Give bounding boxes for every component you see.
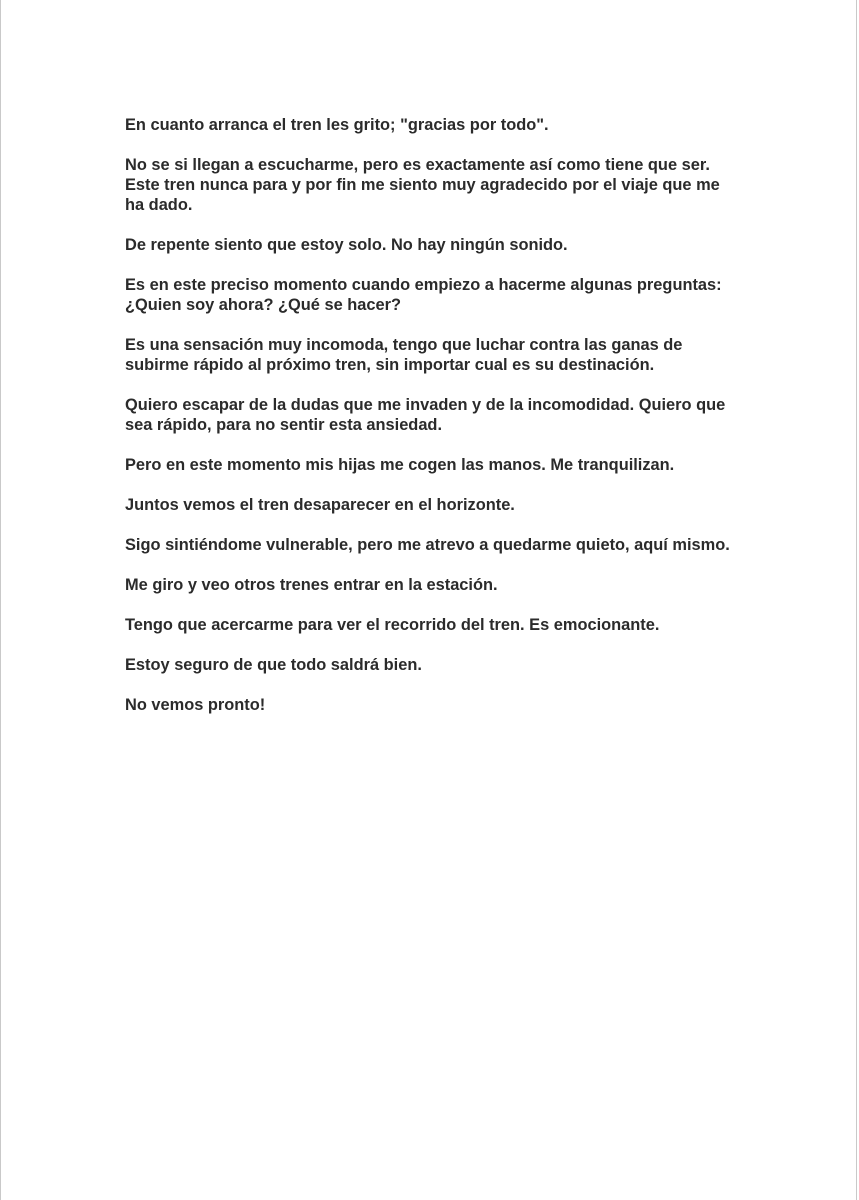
paragraph: Es en este preciso momento cuando empiezo a hacerme algunas preguntas: ¿Quien soy ahora? ¿Qué se hacer? [125,276,722,314]
paragraph: Es una sensación muy incomoda, tengo que luchar contra las ganas de subirme rápido al próximo tren, sin importar cual es su destinación. [125,336,683,374]
paragraph: De repente siento que estoy solo. No hay ningún sonido. [125,236,568,254]
paragraph: Estoy seguro de que todo saldrá bien. [125,656,422,674]
document-body [125,115,735,735]
paragraph: No se si llegan a escucharme, pero es exactamente así como tiene que ser. Este tren nunca para y por fin me siento muy agradecido por el viaje que me ha dado. [125,156,720,214]
paragraph: Pero en este momento mis hijas me cogen las manos. Me tranquilizan. [125,456,675,474]
paragraph: Quiero escapar de la dudas que me invaden y de la incomodidad. Quiero que sea rápido, para no sentir esta ansiedad. [125,396,726,434]
paragraph: Juntos vemos el tren desaparecer en el horizonte. [125,496,515,514]
paragraph: Sigo sintiéndome vulnerable, pero me atrevo a quedarme quieto, aquí mismo. [125,536,730,554]
paragraph: No vemos pronto! [125,696,266,714]
paragraph: Me giro y veo otros trenes entrar en la estación. [125,576,498,594]
paragraph: En cuanto arranca el tren les grito; "gracias por todo". [125,116,549,134]
paragraph: Tengo que acercarme para ver el recorrido del tren. Es emocionante. [125,616,660,634]
